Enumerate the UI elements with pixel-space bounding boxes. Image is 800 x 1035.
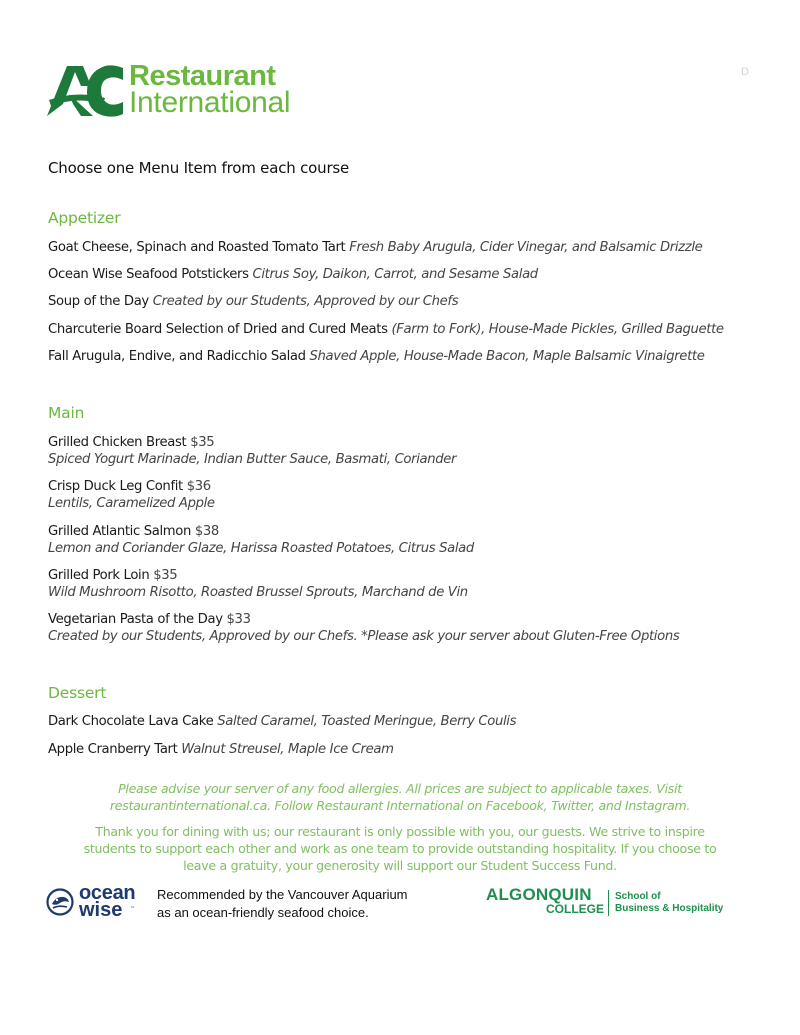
course-title-dessert: Dessert — [48, 684, 107, 702]
item-name: Goat Cheese, Spinach and Roasted Tomato Tart — [48, 240, 346, 255]
menu-item — [48, 240, 702, 255]
thank-you-line: Thank you for dining with us; our restaurant is only possible with you, our guests. We strive to inspire — [95, 824, 705, 839]
item-name: Soup of the Day — [48, 294, 149, 309]
item-description: Salted Caramel, Toasted Meringue, Berry Coulis — [217, 714, 517, 729]
item-description: Shaved Apple, House-Made Bacon, Maple Balsamic Vinaigrette — [309, 349, 705, 364]
algonquin-wordmark: ALGONQUIN — [486, 885, 592, 904]
course-title-main: Main — [48, 404, 85, 422]
ocean-wise-text-line: Recommended by the Vancouver Aquarium — [157, 887, 408, 902]
item-description: Created by our Students, Approved by our Chefs. *Please ask your server about Gluten-Free Options — [48, 629, 680, 644]
ocean-wise-recommendation — [157, 886, 408, 922]
college-wordmark: COLLEGE — [546, 902, 605, 916]
logo-word-restaurant: Restaurant — [129, 60, 276, 92]
logo-divider — [608, 890, 609, 916]
thank-you-line: leave a gratuity, your generosity will support our Student Success Fund. — [183, 858, 617, 873]
item-description: Citrus Soy, Daikon, Carrot, and Sesame Salad — [252, 267, 538, 282]
item-price: $38 — [194, 524, 219, 539]
item-description: Walnut Streusel, Maple Ice Cream — [181, 742, 394, 757]
item-description: Fresh Baby Arugula, Cider Vinegar, and Balsamic Drizzle — [349, 240, 703, 255]
menu-item — [48, 349, 704, 364]
thank-you-line: students to support each other and work as one team to provide outstanding hospitality. If you choose to — [83, 841, 717, 856]
menu-item — [48, 568, 177, 583]
menu-item — [48, 524, 219, 539]
school-name-line: School of — [615, 891, 661, 902]
item-name: Grilled Atlantic Salmon — [48, 524, 191, 539]
menu-item — [48, 435, 214, 450]
thank-you-note — [40, 823, 760, 874]
item-name: Fall Arugula, Endive, and Radicchio Salad — [48, 349, 306, 364]
item-name: Dark Chocolate Lava Cake — [48, 714, 214, 729]
item-name: Charcuterie Board Selection of Dried and Cured Meats — [48, 322, 388, 337]
item-name: Ocean Wise Seafood Potstickers — [48, 267, 249, 282]
item-description: Created by our Students, Approved by our Chefs — [152, 294, 459, 309]
item-name: Vegetarian Pasta of the Day — [48, 612, 223, 627]
item-name: Grilled Chicken Breast — [48, 435, 187, 450]
menu-item — [48, 479, 211, 494]
allergy-notice-line: restaurantinternational.ca. Follow Restaurant International on Facebook, Twitter, and Instagram. — [109, 798, 691, 813]
item-description: (Farm to Fork), House-Made Pickles, Grilled Baguette — [391, 322, 724, 337]
item-price: $36 — [186, 479, 211, 494]
menu-item — [48, 267, 538, 282]
item-price: $35 — [153, 568, 178, 583]
ocean-wise-logo — [46, 882, 156, 921]
ocean-wise-word-wise: wise — [79, 899, 123, 921]
item-price: $35 — [190, 435, 215, 450]
ac-logo-mark-icon — [47, 64, 125, 118]
item-description: Lentils, Caramelized Apple — [48, 496, 215, 511]
school-name-line: Business & Hospitality — [615, 903, 724, 914]
menu-item — [48, 714, 516, 729]
menu-instruction: Choose one Menu Item from each course — [48, 159, 350, 177]
menu-item — [48, 612, 251, 627]
allergy-notice-line: Please advise your server of any food allergies. All prices are subject to applicable taxes. Visit — [118, 781, 682, 796]
course-title-appetizer: Appetizer — [48, 209, 121, 227]
logo-word-international: International — [129, 86, 291, 119]
item-name: Crisp Duck Leg Confit — [48, 479, 183, 494]
corner-mark: D — [741, 66, 749, 78]
ocean-wise-fish-icon — [46, 888, 74, 916]
item-description: Lemon and Coriander Glaze, Harissa Roasted Potatoes, Citrus Salad — [48, 541, 474, 556]
restaurant-international-logo — [47, 60, 337, 120]
item-name: Grilled Pork Loin — [48, 568, 150, 583]
allergy-notice — [40, 780, 760, 814]
ocean-wise-word-ocean: ocean — [79, 882, 136, 904]
item-description: Spiced Yogurt Marinade, Indian Butter Sauce, Basmati, Coriander — [48, 452, 457, 467]
item-price: $33 — [226, 612, 251, 627]
menu-item — [48, 742, 394, 757]
item-name: Apple Cranberry Tart — [48, 742, 178, 757]
item-description: Wild Mushroom Risotto, Roasted Brussel Sprouts, Marchand de Vin — [48, 585, 468, 600]
menu-item — [48, 322, 724, 337]
algonquin-college-logo — [486, 885, 726, 920]
ocean-wise-text-line: as an ocean-friendly seafood choice. — [157, 905, 369, 920]
trademark-symbol: ™ — [130, 906, 135, 912]
menu-item — [48, 294, 458, 309]
